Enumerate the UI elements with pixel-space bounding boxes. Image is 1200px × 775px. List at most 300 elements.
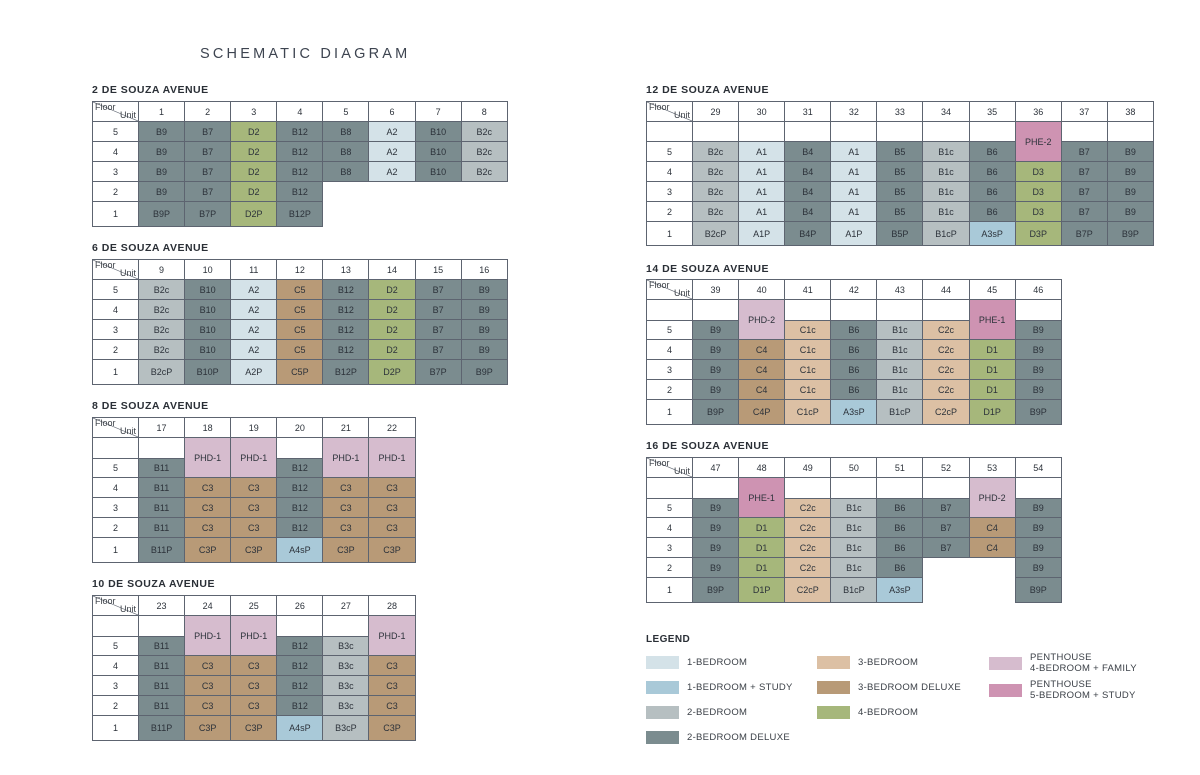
unit-cell: B7 — [1061, 202, 1107, 222]
unit-number: 2 — [185, 102, 231, 122]
corner-floor-label: Floor — [649, 458, 670, 468]
unit-cell: C3 — [231, 696, 277, 716]
block-title-2-de-souza: 2 DE SOUZA AVENUE — [92, 84, 209, 96]
unit-number: 40 — [739, 280, 785, 300]
unit-cell: C3 — [185, 656, 231, 676]
unit-cell: B9 — [461, 320, 507, 340]
blank-cell — [831, 122, 877, 142]
unit-number: 38 — [1107, 102, 1153, 122]
unit-cell: C3 — [231, 518, 277, 538]
blank-cell — [877, 300, 923, 321]
floor-row — [647, 578, 1062, 603]
blank-cell — [923, 122, 969, 142]
legend-swatch — [646, 681, 679, 694]
unit-number: 46 — [1015, 280, 1061, 300]
floor-row — [93, 280, 508, 300]
floor-number: 1 — [647, 578, 693, 603]
unit-cell: C3 — [231, 498, 277, 518]
floor-row — [93, 676, 416, 696]
unit-cell: C2c — [923, 340, 969, 360]
floor-row — [647, 162, 1154, 182]
unit-cell: B7P — [415, 360, 461, 385]
unit-cell: C3 — [185, 518, 231, 538]
floor-row — [93, 320, 508, 340]
unit-number: 45 — [969, 280, 1015, 300]
unit-cell: B10 — [185, 320, 231, 340]
unit-cell: B1c — [831, 499, 877, 518]
unit-cell: B12 — [277, 122, 323, 142]
unit-cell: B7 — [415, 300, 461, 320]
legend-item-3-bedroom — [817, 656, 918, 669]
floor-row — [93, 438, 416, 459]
penthouse-unit-cell: PHD-1 — [231, 616, 277, 656]
unit-cell: D1 — [969, 340, 1015, 360]
unit-cell: A2 — [369, 142, 415, 162]
blank-cell — [785, 478, 831, 499]
unit-cell: B12 — [277, 637, 323, 656]
unit-cell: B1cP — [831, 578, 877, 603]
blank-cell — [1015, 300, 1061, 321]
unit-cell: B6 — [969, 142, 1015, 162]
unit-cell: B9 — [461, 340, 507, 360]
unit-cell: D2 — [231, 182, 277, 202]
unit-cell: A3sP — [831, 400, 877, 425]
unit-cell: B7 — [415, 280, 461, 300]
corner-floor-label: Floor — [649, 280, 670, 290]
unit-header-row — [647, 280, 1062, 300]
unit-cell: B7 — [415, 340, 461, 360]
unit-cell: B10 — [185, 340, 231, 360]
blank-cell — [969, 122, 1015, 142]
corner-floor-label: Floor — [649, 102, 670, 112]
block-table-2-de-souza — [92, 101, 508, 227]
unit-cell: B4 — [785, 162, 831, 182]
unit-cell: C3 — [369, 498, 415, 518]
unit-cell: B4P — [785, 222, 831, 246]
unit-cell: B2c — [139, 340, 185, 360]
floor-number: 4 — [93, 656, 139, 676]
legend-item-4-bedroom — [817, 706, 918, 719]
unit-cell: A2 — [369, 122, 415, 142]
block-title-6-de-souza: 6 DE SOUZA AVENUE — [92, 242, 209, 254]
unit-cell: C3 — [185, 696, 231, 716]
no-unit — [369, 182, 415, 202]
unit-number: 54 — [1015, 458, 1061, 478]
floor-row — [93, 518, 416, 538]
legend-item-2-bedroom — [646, 706, 747, 719]
unit-cell: C2c — [923, 321, 969, 340]
unit-cell: B9P — [693, 400, 739, 425]
unit-cell: B1cP — [923, 222, 969, 246]
unit-cell: B7 — [185, 182, 231, 202]
unit-cell: C3 — [323, 518, 369, 538]
no-unit — [969, 578, 1015, 603]
floor-number: 4 — [647, 340, 693, 360]
unit-cell: C4 — [739, 380, 785, 400]
floor-row — [647, 380, 1062, 400]
floor-unit-corner — [93, 418, 139, 438]
penthouse-unit-cell: PHD-1 — [231, 438, 277, 478]
unit-cell: A1 — [739, 142, 785, 162]
legend-label: 3-BEDROOM DELUXE — [858, 682, 961, 693]
floor-number: 4 — [93, 142, 139, 162]
unit-number: 6 — [369, 102, 415, 122]
legend-swatch — [646, 656, 679, 669]
unit-cell: B6 — [831, 380, 877, 400]
unit-number: 3 — [231, 102, 277, 122]
unit-number: 33 — [877, 102, 923, 122]
legend-label: 2-BEDROOM — [687, 707, 748, 718]
unit-cell: B9 — [1015, 340, 1061, 360]
unit-cell: B9 — [1107, 202, 1153, 222]
unit-header-row — [93, 102, 508, 122]
penthouse-unit-cell: PHD-1 — [185, 438, 231, 478]
unit-cell: B4 — [785, 182, 831, 202]
floor-number: 1 — [93, 360, 139, 385]
block-title-10-de-souza: 10 DE SOUZA AVENUE — [92, 578, 215, 590]
unit-cell: B12 — [323, 280, 369, 300]
unit-cell: C2cP — [923, 400, 969, 425]
floor-unit-corner — [647, 102, 693, 122]
unit-cell: B7P — [185, 202, 231, 227]
unit-cell: D3 — [1015, 202, 1061, 222]
unit-cell: B2c — [461, 162, 507, 182]
unit-number: 30 — [739, 102, 785, 122]
unit-number: 53 — [969, 458, 1015, 478]
floor-unit-corner — [93, 596, 139, 616]
unit-cell: B10 — [415, 142, 461, 162]
unit-cell: A3sP — [877, 578, 923, 603]
unit-cell: D2 — [369, 340, 415, 360]
unit-cell: C3 — [231, 676, 277, 696]
unit-number: 29 — [693, 102, 739, 122]
unit-cell: A1 — [831, 182, 877, 202]
unit-cell: B2c — [461, 122, 507, 142]
floor-number: 3 — [647, 360, 693, 380]
unit-cell: D2P — [369, 360, 415, 385]
unit-cell: B5 — [877, 142, 923, 162]
unit-cell: B12 — [277, 518, 323, 538]
unit-cell: A2 — [231, 320, 277, 340]
blank-cell — [139, 438, 185, 459]
unit-cell: C3P — [185, 538, 231, 563]
corner-floor-label: Floor — [95, 260, 116, 270]
floor-row — [93, 360, 508, 385]
unit-cell: B11 — [139, 656, 185, 676]
unit-cell: B12 — [277, 142, 323, 162]
unit-cell: B9 — [1015, 518, 1061, 538]
floor-number: 3 — [93, 498, 139, 518]
unit-cell: A1 — [739, 182, 785, 202]
unit-cell: D1 — [969, 380, 1015, 400]
floor-row — [647, 202, 1154, 222]
unit-number: 51 — [877, 458, 923, 478]
blank-cell — [831, 300, 877, 321]
no-unit — [323, 182, 369, 202]
unit-cell: B9 — [693, 538, 739, 558]
unit-cell: B7 — [185, 162, 231, 182]
unit-number: 35 — [969, 102, 1015, 122]
floor-number — [647, 300, 693, 321]
unit-cell: C5 — [277, 340, 323, 360]
unit-cell: C5 — [277, 280, 323, 300]
unit-number: 4 — [277, 102, 323, 122]
unit-cell: B12P — [323, 360, 369, 385]
penthouse-unit-cell: PHD-1 — [185, 616, 231, 656]
unit-cell: D1 — [739, 558, 785, 578]
unit-cell: B9 — [1015, 360, 1061, 380]
unit-cell: C2c — [923, 360, 969, 380]
unit-cell: B9 — [1015, 538, 1061, 558]
unit-cell: B7P — [1061, 222, 1107, 246]
floor-row — [647, 400, 1062, 425]
unit-number: 34 — [923, 102, 969, 122]
unit-cell: B9P — [1015, 578, 1061, 603]
unit-cell: B3c — [323, 656, 369, 676]
unit-number: 44 — [923, 280, 969, 300]
unit-number: 15 — [415, 260, 461, 280]
block-table-14-de-souza — [646, 279, 1062, 425]
penthouse-unit-cell: PHD-1 — [323, 438, 369, 478]
unit-cell: B6 — [877, 538, 923, 558]
unit-cell: A1P — [739, 222, 785, 246]
unit-cell: B8 — [323, 142, 369, 162]
unit-cell: C4 — [739, 360, 785, 380]
unit-cell: B9 — [693, 499, 739, 518]
unit-cell: A2 — [231, 300, 277, 320]
unit-cell: D1 — [969, 360, 1015, 380]
unit-cell: C3 — [369, 676, 415, 696]
unit-cell: C2c — [785, 499, 831, 518]
unit-cell: B7 — [923, 499, 969, 518]
unit-cell: B9 — [1015, 321, 1061, 340]
blank-cell — [785, 122, 831, 142]
unit-cell: B2c — [461, 142, 507, 162]
blank-cell — [877, 122, 923, 142]
unit-cell: B9 — [1015, 558, 1061, 578]
legend-item-1-bedroom — [646, 656, 747, 669]
floor-number: 5 — [647, 499, 693, 518]
unit-cell: D3 — [1015, 182, 1061, 202]
floor-number: 1 — [647, 400, 693, 425]
unit-number: 22 — [369, 418, 415, 438]
unit-number: 37 — [1061, 102, 1107, 122]
no-unit — [415, 202, 461, 227]
unit-cell: D1P — [969, 400, 1015, 425]
floor-number: 2 — [647, 380, 693, 400]
unit-header-row — [647, 458, 1062, 478]
unit-number: 52 — [923, 458, 969, 478]
unit-cell: B9P — [1015, 400, 1061, 425]
unit-cell: B5 — [877, 162, 923, 182]
unit-cell: B8 — [323, 162, 369, 182]
legend-label: PENTHOUSE 5-BEDROOM + STUDY — [1030, 679, 1136, 701]
unit-cell: D2 — [231, 162, 277, 182]
unit-cell: D3P — [1015, 222, 1061, 246]
floor-number: 4 — [93, 478, 139, 498]
unit-cell: B1c — [877, 380, 923, 400]
floor-row — [93, 182, 508, 202]
blank-cell — [1061, 122, 1107, 142]
unit-number: 12 — [277, 260, 323, 280]
unit-cell: B10 — [185, 280, 231, 300]
unit-cell: B12 — [323, 340, 369, 360]
unit-cell: A3sP — [969, 222, 1015, 246]
unit-cell: C3 — [369, 518, 415, 538]
unit-cell: B2c — [693, 142, 739, 162]
unit-cell: B11P — [139, 716, 185, 741]
unit-cell: A4sP — [277, 716, 323, 741]
floor-row — [93, 340, 508, 360]
unit-cell: B11P — [139, 538, 185, 563]
unit-cell: C5P — [277, 360, 323, 385]
legend-item-penthouse-4-bedroom-family — [989, 652, 1137, 674]
blank-cell — [277, 616, 323, 637]
unit-cell: A2P — [231, 360, 277, 385]
unit-cell: B9P — [1107, 222, 1153, 246]
floor-number: 2 — [647, 202, 693, 222]
floor-number: 5 — [647, 321, 693, 340]
blank-cell — [1015, 478, 1061, 499]
unit-cell: B12 — [323, 300, 369, 320]
floor-number: 5 — [93, 637, 139, 656]
unit-cell: C4 — [969, 538, 1015, 558]
unit-cell: D2 — [369, 300, 415, 320]
block-title-12-de-souza: 12 DE SOUZA AVENUE — [646, 84, 769, 96]
unit-cell: D2 — [231, 122, 277, 142]
unit-cell: B1c — [923, 182, 969, 202]
unit-cell: B10 — [415, 162, 461, 182]
corner-unit-label: Unit — [673, 466, 690, 476]
floor-number: 1 — [93, 716, 139, 741]
unit-cell: C1c — [785, 360, 831, 380]
no-unit — [369, 202, 415, 227]
floor-row — [647, 478, 1062, 499]
unit-cell: A4sP — [277, 538, 323, 563]
floor-row — [647, 300, 1062, 321]
floor-unit-corner — [647, 458, 693, 478]
unit-number: 25 — [231, 596, 277, 616]
unit-cell: B6 — [969, 182, 1015, 202]
unit-number: 24 — [185, 596, 231, 616]
corner-unit-label: Unit — [119, 268, 136, 278]
unit-cell: B9 — [139, 122, 185, 142]
block-table-16-de-souza — [646, 457, 1062, 603]
block-title-14-de-souza: 14 DE SOUZA AVENUE — [646, 263, 769, 275]
legend-label: 1-BEDROOM — [687, 657, 748, 668]
blank-cell — [693, 478, 739, 499]
unit-cell: B6 — [877, 558, 923, 578]
floor-number — [647, 122, 693, 142]
corner-unit-label: Unit — [673, 110, 690, 120]
unit-cell: C2cP — [785, 578, 831, 603]
unit-cell: C3 — [323, 478, 369, 498]
floor-row — [647, 538, 1062, 558]
floor-number: 3 — [647, 538, 693, 558]
unit-cell: B7 — [923, 538, 969, 558]
unit-cell: B12P — [277, 202, 323, 227]
unit-cell: C2c — [785, 558, 831, 578]
unit-number: 21 — [323, 418, 369, 438]
unit-cell: B1c — [923, 142, 969, 162]
legend-swatch — [646, 731, 679, 744]
corner-unit-label: Unit — [119, 426, 136, 436]
block-table-6-de-souza — [92, 259, 508, 385]
unit-cell: B3c — [323, 696, 369, 716]
unit-cell: C1c — [785, 340, 831, 360]
unit-cell: A2 — [231, 280, 277, 300]
unit-cell: B9 — [693, 558, 739, 578]
unit-cell: C3P — [369, 716, 415, 741]
no-unit — [923, 578, 969, 603]
unit-cell: B9 — [461, 280, 507, 300]
unit-header-row — [647, 102, 1154, 122]
unit-number: 31 — [785, 102, 831, 122]
blank-cell — [693, 300, 739, 321]
unit-cell: A1P — [831, 222, 877, 246]
unit-cell: B3cP — [323, 716, 369, 741]
unit-cell: B1c — [877, 340, 923, 360]
unit-number: 50 — [831, 458, 877, 478]
corner-floor-label: Floor — [95, 102, 116, 112]
unit-cell: C2c — [785, 538, 831, 558]
floor-row — [93, 202, 508, 227]
legend-swatch — [989, 657, 1022, 670]
unit-number: 11 — [231, 260, 277, 280]
blank-cell — [877, 478, 923, 499]
unit-cell: B2c — [139, 280, 185, 300]
unit-cell: B2cP — [139, 360, 185, 385]
unit-cell: B4 — [785, 142, 831, 162]
unit-number: 19 — [231, 418, 277, 438]
floor-number — [93, 438, 139, 459]
unit-cell: C3P — [369, 538, 415, 563]
unit-cell: D2P — [231, 202, 277, 227]
legend-swatch — [817, 656, 850, 669]
unit-number: 48 — [739, 458, 785, 478]
unit-number: 13 — [323, 260, 369, 280]
penthouse-unit-cell: PHD-1 — [369, 438, 415, 478]
unit-cell: B9 — [139, 142, 185, 162]
unit-cell: B2c — [139, 300, 185, 320]
unit-cell: B6 — [877, 499, 923, 518]
legend-swatch — [817, 681, 850, 694]
unit-cell: B4 — [785, 202, 831, 222]
unit-cell: D2 — [369, 320, 415, 340]
floor-row — [93, 696, 416, 716]
floor-row — [93, 122, 508, 142]
unit-cell: B9 — [693, 321, 739, 340]
corner-unit-label: Unit — [119, 604, 136, 614]
unit-cell: B1c — [831, 518, 877, 538]
unit-cell: C1c — [785, 380, 831, 400]
unit-cell: B10P — [185, 360, 231, 385]
unit-cell: C3 — [323, 498, 369, 518]
unit-cell: B2c — [693, 182, 739, 202]
unit-number: 42 — [831, 280, 877, 300]
unit-cell: D2 — [231, 142, 277, 162]
unit-number: 9 — [139, 260, 185, 280]
unit-cell: B11 — [139, 676, 185, 696]
penthouse-unit-cell: PHD-1 — [369, 616, 415, 656]
no-unit — [461, 202, 507, 227]
unit-cell: D3 — [1015, 162, 1061, 182]
unit-cell: B9 — [1107, 142, 1153, 162]
unit-cell: C3 — [185, 498, 231, 518]
unit-cell: D2 — [369, 280, 415, 300]
penthouse-unit-cell: PHD-2 — [969, 478, 1015, 518]
no-unit — [461, 182, 507, 202]
